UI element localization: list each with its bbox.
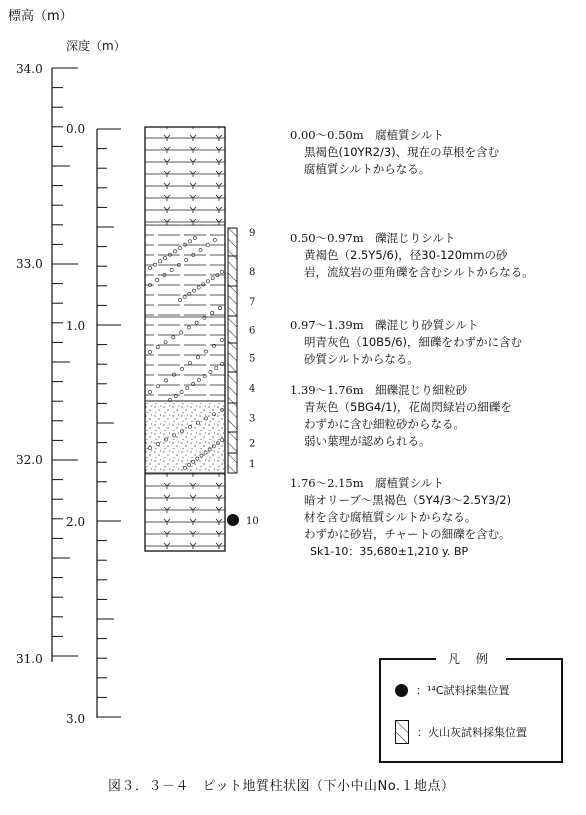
layer-5-line-3: わずかに砂岩，チャートの細礫を含む。 bbox=[304, 527, 511, 541]
ash-sample-number: 4 bbox=[249, 383, 256, 395]
depth-tick-3: 3.0 bbox=[66, 712, 86, 726]
elev-tick-32: 32.0 bbox=[16, 453, 43, 467]
ash-sample-number: 2 bbox=[249, 438, 256, 450]
hatched-box-icon bbox=[395, 720, 409, 744]
legend-ash-label: ：火山灰試料採集位置 bbox=[417, 726, 527, 739]
ash-sample-box bbox=[228, 228, 237, 256]
ash-sample-box bbox=[228, 256, 237, 286]
layer-1-line-2: 腐植質シルトからなる。 bbox=[304, 162, 431, 176]
layer-description-3 bbox=[290, 317, 522, 368]
elevation-axis-label: 標高（m） bbox=[8, 9, 73, 24]
ash-sample-number: 3 bbox=[249, 413, 256, 425]
layer-4-line-1: 青灰色（5BG4/1)，花崗閃緑岩の細礫を bbox=[304, 400, 512, 414]
depth-tick-2: 2.0 bbox=[66, 515, 86, 529]
layer-description-4 bbox=[290, 382, 512, 450]
ash-sample-number: 6 bbox=[249, 325, 256, 337]
layer-2-title: 0.50～0.97m 礫混じりシルト bbox=[290, 231, 456, 245]
column bbox=[145, 127, 225, 551]
elev-tick-31: 31.0 bbox=[16, 652, 43, 666]
depth-axis bbox=[97, 129, 121, 718]
filled-circle-icon bbox=[395, 684, 408, 697]
layer-5-line-2: 材を含む腐植質シルトからなる。 bbox=[304, 510, 477, 524]
layer-description-2 bbox=[290, 230, 534, 281]
ash-sample-box bbox=[228, 372, 237, 403]
layer-3-line-1: 明青灰色（10B5/6)，細礫をわずかに含む bbox=[304, 335, 523, 349]
elev-tick-33: 33.0 bbox=[16, 257, 43, 271]
ash-sample-strip bbox=[228, 228, 255, 473]
layer-sandy-silt bbox=[145, 317, 225, 401]
depth-axis-label: 深度（m） bbox=[66, 39, 126, 53]
ash-sample-number: 7 bbox=[249, 297, 256, 308]
legend bbox=[379, 652, 563, 763]
c14-sample-number: 10 bbox=[246, 516, 259, 527]
layer-humus-top bbox=[145, 127, 225, 225]
ash-sample-number: 5 bbox=[249, 353, 256, 365]
layer-4-line-2: わずかに含む細粒砂からなる。 bbox=[304, 417, 465, 431]
layer-gravelly-silt bbox=[145, 225, 225, 317]
ash-sample-box bbox=[228, 316, 237, 343]
layer-5-line-1: 暗オリーブ～黒褐色（5Y4/3～2.5Y3/2) bbox=[304, 493, 512, 507]
layer-4-title: 1.39～1.76m 細礫混じり細粒砂 bbox=[290, 383, 468, 397]
elev-tick-34: 34.0 bbox=[16, 62, 43, 76]
ash-sample-box bbox=[228, 286, 237, 316]
depth-tick-1: 1.0 bbox=[66, 319, 86, 333]
layer-humus-bottom bbox=[145, 473, 225, 551]
c14-sample-marker bbox=[227, 514, 239, 526]
legend-title: 凡 例 bbox=[436, 650, 506, 667]
legend-ash bbox=[395, 720, 527, 744]
layer-5-title: 1.76～2.15m 腐植質シルト bbox=[290, 476, 444, 490]
layer-description-5 bbox=[290, 475, 511, 560]
layer-description-1 bbox=[290, 127, 499, 178]
layer-2-line-2: 岩，流紋岩の亜角礫を含むシルトからなる。 bbox=[304, 265, 534, 279]
layer-1-line-1: 黒褐色(10YR2/3)、現在の草根を含む bbox=[304, 145, 500, 159]
radiocarbon-date: Sk1-10：35,680±1,210 y. BP bbox=[310, 545, 469, 558]
elevation-axis bbox=[52, 68, 78, 662]
legend-c14-label: ：¹⁴C試料採集位置 bbox=[416, 684, 510, 697]
ash-sample-box bbox=[228, 403, 237, 432]
ash-sample-box bbox=[228, 343, 237, 372]
ash-sample-number: 1 bbox=[249, 459, 256, 470]
ash-sample-number: 8 bbox=[249, 267, 256, 278]
ash-sample-box bbox=[228, 432, 237, 453]
ash-sample-box bbox=[228, 453, 237, 473]
layer-1-title: 0.00～0.50m 腐植質シルト bbox=[290, 128, 444, 142]
legend-c14 bbox=[395, 682, 510, 698]
layer-2-line-1: 黄褐色（2.5Y5/6)，径30-120mmの砂 bbox=[304, 248, 508, 262]
ash-sample-number: 9 bbox=[249, 228, 256, 239]
figure-caption: 図３．３－４ ピット地質柱状図（下小中山No.１地点） bbox=[108, 779, 455, 794]
layer-4-line-3: 弱い葉理が認められる。 bbox=[304, 434, 431, 448]
layer-fine-sand bbox=[145, 401, 225, 473]
layer-3-title: 0.97～1.39m 礫混じり砂質シルト bbox=[290, 318, 479, 332]
layer-3-line-2: 砂質シルトからなる。 bbox=[304, 352, 419, 366]
depth-tick-0: 0.0 bbox=[66, 122, 86, 136]
